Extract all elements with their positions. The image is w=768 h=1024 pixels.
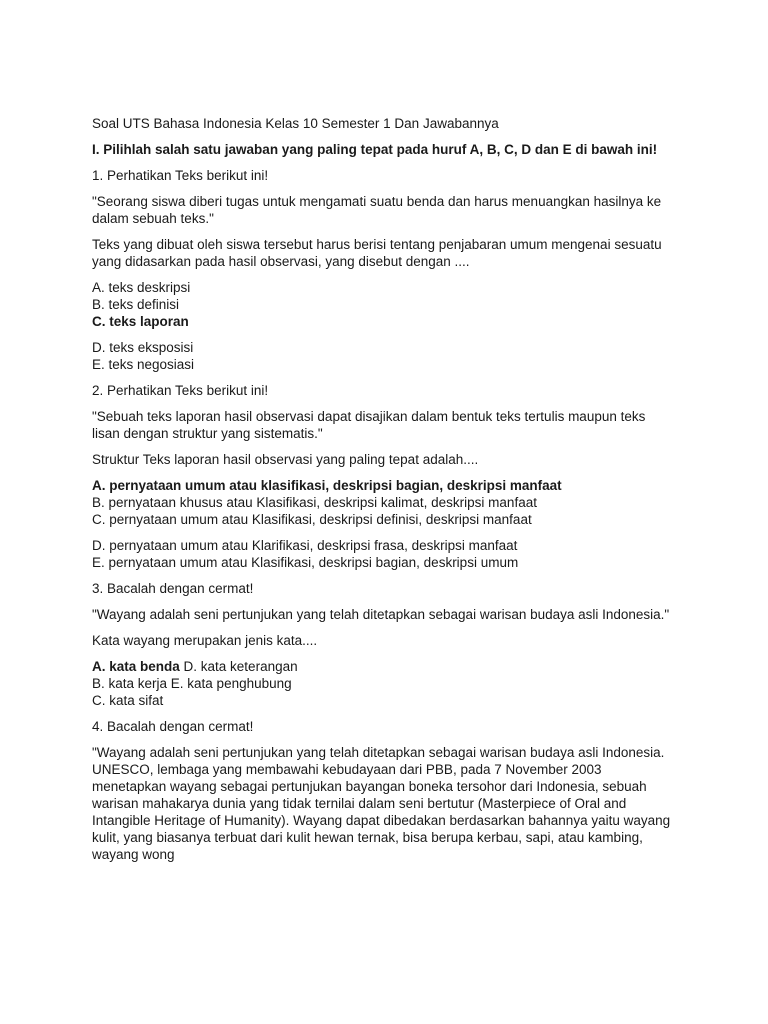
question-1-option-d: D. teks eksposisi: [92, 340, 194, 355]
question-3-option-a-answer: A. kata benda: [92, 659, 180, 674]
question-4-paragraph: "Wayang adalah seni pertunjukan yang telah ditetapkan sebagai warisan budaya asli Indonesia. UNESCO, lembaga yang membawahi kebudayaan dari PBB, pada 7 November 2003 menetapkan wayang sebagai pertunjukan bayangan boneka tersohor dari Indonesia, sebuah warisan mahakarya dunia yang tidak ternilai dalam seni bertutur (Masterpiece of Oral and Intangible Heritage of Humanity). Wayang dapat dibedakan berdasarkan bahannya yaitu wayang kulit, yang biasanya terbuat dari kulit hewan ternak, bisa berupa kerbau, sapi, atau kambing, wayang wong: [92, 745, 671, 862]
question-1-option-b: B. teks definisi: [92, 297, 180, 312]
question-2-option-c: C. pernyataan umum atau Klasifikasi, deskripsi definisi, deskripsi manfaat: [92, 512, 532, 527]
question-2-option-b: B. pernyataan khusus atau Klasifikasi, deskripsi kalimat, deskripsi manfaat: [92, 495, 537, 510]
question-3-option-d: D. kata keterangan: [179, 659, 298, 674]
question-3-options-b-e: B. kata kerja E. kata penghubung: [92, 676, 292, 691]
question-2-option-e: E. pernyataan umum atau Klasifikasi, deskripsi bagian, deskripsi umum: [92, 555, 519, 570]
question-3-option-c: C. kata sifat: [92, 693, 164, 708]
question-4-prompt: 4. Bacalah dengan cermat!: [92, 719, 254, 734]
question-2-option-a-answer: A. pernyataan umum atau klasifikasi, deskripsi bagian, deskripsi manfaat: [92, 478, 562, 493]
question-2-lead: Struktur Teks laporan hasil observasi yang paling tepat adalah....: [92, 452, 479, 467]
question-3-quote: "Wayang adalah seni pertunjukan yang telah ditetapkan sebagai warisan budaya asli Indonesia.": [92, 607, 670, 622]
question-2-quote: "Sebuah teks laporan hasil observasi dapat disajikan dalam bentuk teks tertulis maupun teks lisan dengan struktur yang sistematis.": [92, 409, 646, 441]
question-1-option-a: A. teks deskripsi: [92, 280, 191, 295]
question-3-lead: Kata wayang merupakan jenis kata....: [92, 633, 318, 648]
document-page: [92, 115, 676, 872]
question-3-prompt: 3. Bacalah dengan cermat!: [92, 581, 254, 596]
question-1-lead: Teks yang dibuat oleh siswa tersebut harus berisi tentang penjabaran umum mengenai sesuatu yang didasarkan pada hasil observasi, yang disebut dengan ....: [92, 237, 662, 269]
question-2-options-abc: [92, 477, 676, 528]
question-1-option-e: E. teks negosiasi: [92, 357, 195, 372]
question-2-options-de: [92, 537, 676, 571]
question-1-quote: "Seorang siswa diberi tugas untuk mengamati suatu benda dan harus menuangkan hasilnya ke dalam sebuah teks.": [92, 194, 662, 226]
section-instruction: I. Pilihlah salah satu jawaban yang paling tepat pada huruf A, B, C, D dan E di bawah ini!: [92, 142, 658, 157]
question-2-option-d: D. pernyataan umum atau Klarifikasi, deskripsi frasa, deskripsi manfaat: [92, 538, 518, 553]
question-1-options-abc: [92, 279, 676, 330]
question-1-options-de: [92, 339, 676, 373]
question-2-prompt: 2. Perhatikan Teks berikut ini!: [92, 383, 269, 398]
document-title: Soal UTS Bahasa Indonesia Kelas 10 Semester 1 Dan Jawabannya: [92, 116, 499, 131]
question-3-options: [92, 658, 676, 709]
question-1-prompt: 1. Perhatikan Teks berikut ini!: [92, 168, 269, 183]
question-1-option-c-answer: C. teks laporan: [92, 314, 189, 329]
